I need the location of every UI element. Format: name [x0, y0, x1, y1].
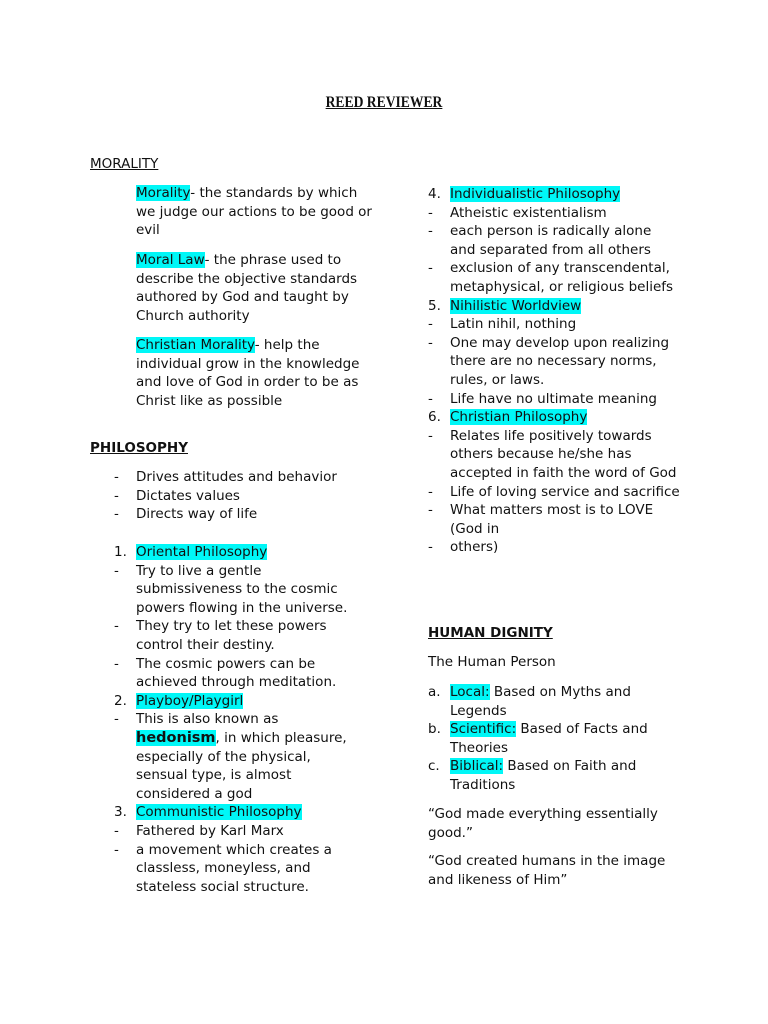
list-item: - This is also known as hedonism, in which pleasure, especially of the physical, sensual type, is almost considered a god: [114, 711, 347, 802]
list-item: - others): [428, 539, 499, 556]
morality-text: - the standards by which we judge our actions to be good or evil: [136, 185, 372, 238]
list-item: - Atheistic existentialism: [428, 204, 607, 221]
list-item: - Fathered by Karl Marx: [114, 822, 284, 839]
list-item: - What matters most is to LOVE (God in: [428, 502, 654, 537]
list-item: - The cosmic powers can be achieved through meditation.: [114, 655, 337, 691]
morality-term: Morality: [136, 185, 191, 201]
list-item: - Drives attitudes and behavior: [114, 469, 337, 485]
list-item: - exclusion of any transcendental, metaphysical, or religious beliefs: [428, 260, 674, 295]
individualistic-philosophy: 4. Individualistic Philosophy: [428, 186, 621, 202]
list-item: - each person is radically alone and separated from all others: [428, 223, 652, 258]
quote-image: “God created humans in the image and likeness of Him”: [428, 853, 666, 888]
philosophy-list-left: [114, 543, 364, 896]
list-item: - a movement which creates a classless, moneyless, and stateless social structure.: [114, 841, 332, 895]
list-item: - Life of loving service and sacrifice: [428, 483, 680, 500]
communistic-philosophy: 3. Communistic Philosophy: [114, 804, 302, 821]
human-dignity-heading: HUMAN DIGNITY: [428, 625, 553, 641]
philosophy-bullets: [114, 468, 364, 524]
hedonism-term: hedonism: [136, 729, 216, 746]
page-title: REED REVIEWER: [325, 94, 443, 111]
morality-heading: MORALITY: [90, 156, 159, 172]
philosophy-heading: PHILOSOPHY: [90, 440, 188, 456]
oriental-philosophy: 1. Oriental Philosophy: [114, 544, 268, 560]
playboy-playgirl: 2. Playboy/Playgirl: [114, 692, 244, 709]
nihilistic-worldview: 5. Nihilistic Worldview: [428, 297, 582, 314]
list-item: - One may develop upon realizing there are no necessary norms, rules, or laws.: [428, 334, 670, 388]
list-item: - Life have no ultimate meaning: [428, 390, 657, 407]
christian-morality-term: Christian Morality: [136, 337, 255, 353]
christian-morality-text: - help the individual grow in the knowledge and love of God in order to be as Christ like as possible: [136, 337, 360, 409]
morality-definition: [136, 184, 376, 240]
christian-philosophy: 6. Christian Philosophy: [428, 409, 588, 426]
list-item: - Latin nihil, nothing: [428, 316, 577, 333]
human-person-list: [428, 683, 678, 795]
list-item: - Try to live a gentle submissiveness to the cosmic powers flowing in the universe.: [114, 562, 348, 616]
moral-law-text: - the phrase used to describe the objective standards authored by God and taught by Church authority: [136, 252, 358, 324]
quote-good: “God made everything essentially good.”: [428, 806, 658, 841]
list-item: - Directs way of life: [114, 506, 258, 523]
moral-law-term: Moral Law: [136, 252, 205, 268]
list-item: a. Local: Based on Myths and Legends: [428, 684, 631, 719]
list-item: - Dictates values: [114, 487, 240, 504]
list-item: - Relates life positively towards others because he/she has accepted in faith the word of God: [428, 427, 677, 481]
philosophy-list-right: [428, 185, 680, 557]
moral-law-definition: [136, 251, 376, 325]
list-item: c. Biblical: Based on Faith and Traditions: [428, 758, 637, 793]
list-item: - They try to let these powers control their destiny.: [114, 618, 327, 653]
list-item: b. Scientific: Based of Facts and Theories: [428, 721, 648, 756]
christian-morality-definition: [136, 336, 376, 410]
human-person-subheading: The Human Person: [428, 654, 556, 670]
